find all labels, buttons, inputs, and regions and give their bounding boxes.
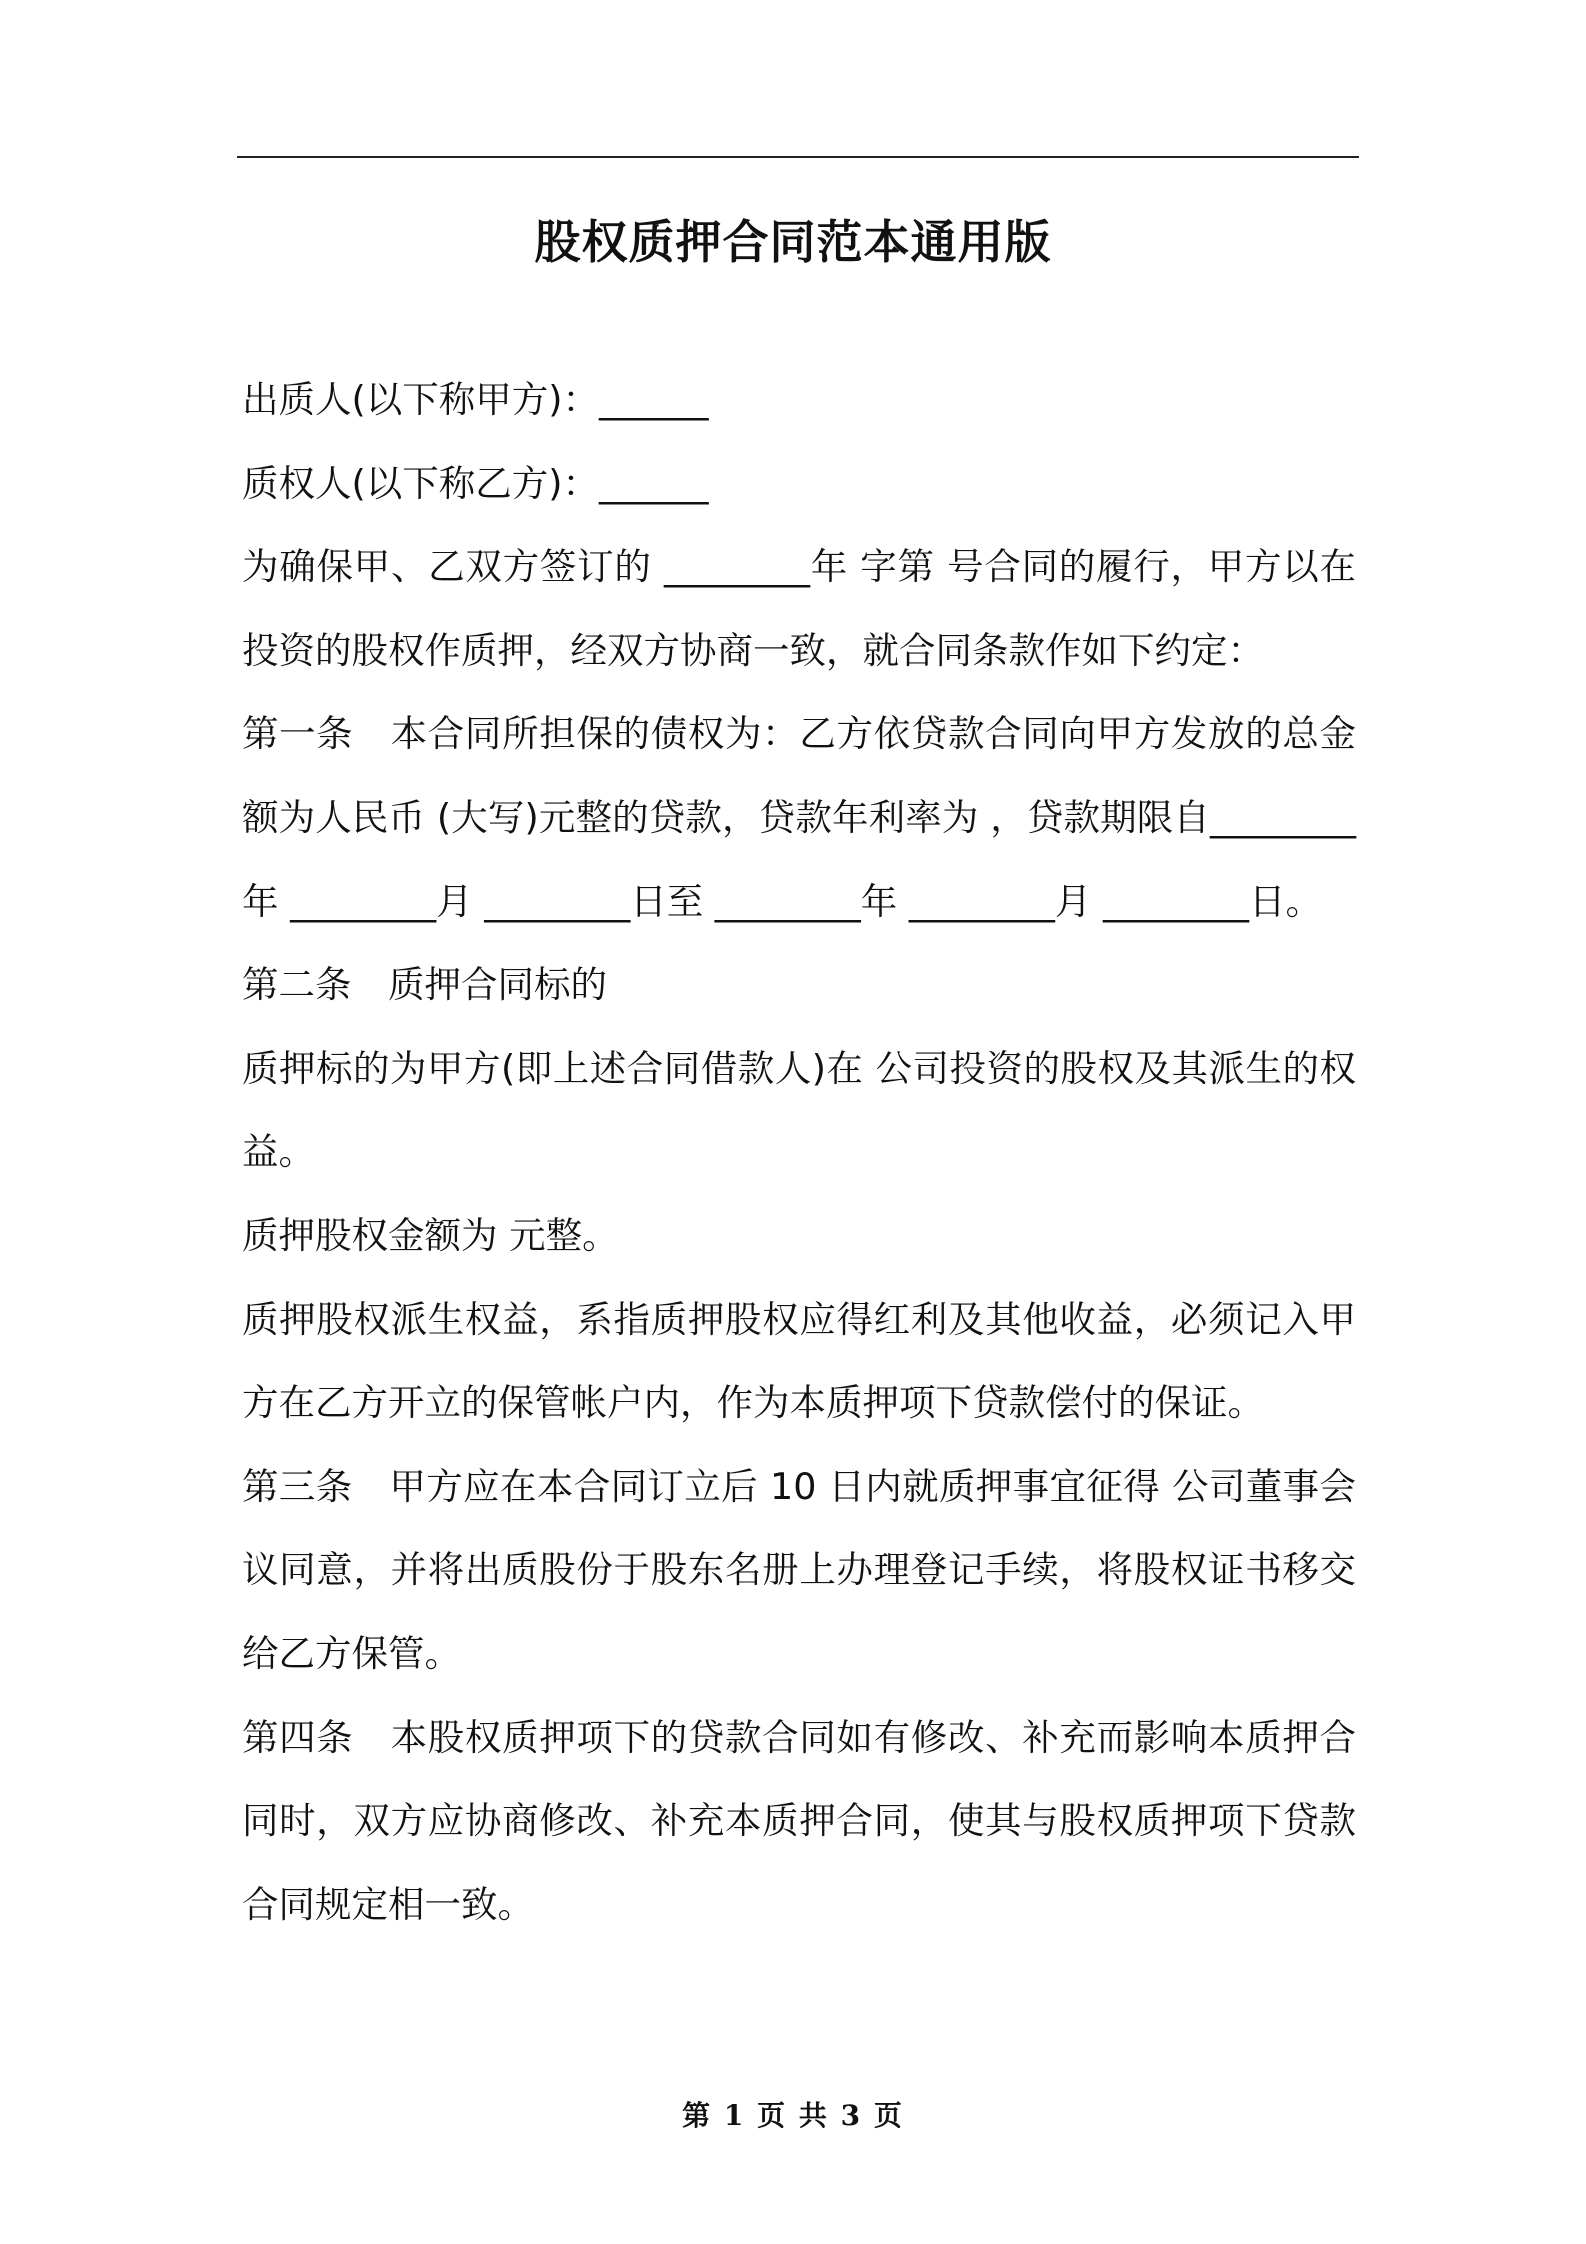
paragraph-pledge-amount: 质押股权金额为 元整。: [242, 1213, 619, 1257]
document-title: 股权质押合同范本通用版: [534, 215, 1052, 269]
paragraph-pledgor: 出质人(以下称甲方)：______: [242, 378, 709, 421]
paragraph-pledgee: 质权人(以下称乙方)：______: [242, 461, 709, 505]
header-rule: [237, 156, 1359, 158]
paragraph-pledge-subject: 质押标的为甲方(即上述合同借款人)在 公司投资的股权及其派生的权益。: [242, 1046, 1356, 1174]
paragraph-preamble: 为确保甲、乙双方签订的 ________年 字第 号合同的履行，甲方以在 投资的股权作质押，经双方协商一致，就合同条款作如下约定：: [242, 545, 1356, 672]
paragraph-article-4: 第四条 本股权质押项下的贷款合同如有修改、补充而影响本质押合同时，双方应协商修改、补充本质押合同，使其与股权质押项下贷款合同规定相一致。: [242, 1715, 1356, 1926]
page-number-footer: 第 1 页 共 3 页: [682, 2099, 904, 2132]
paragraph-article-2-heading: 第二条 质押合同标的: [242, 963, 607, 1007]
paragraph-derived-rights: 质押股权派生权益，系指质押股权应得红利及其他收益，必须记入甲方在乙方开立的保管帐户内，作为本质押项下贷款偿付的保证。: [242, 1297, 1356, 1425]
document-body: [242, 358, 1356, 1946]
paragraph-article-1: 第一条 本合同所担保的债权为：乙方依贷款合同向甲方发放的总金额为人民币 (大写)元整的贷款，贷款年利率为 ，贷款期限自________年 ________月 ________日至 ________年 ________月 ________日。: [242, 712, 1356, 923]
paragraph-article-3: 第三条 甲方应在本合同订立后 10 日内就质押事宜征得 公司董事会议同意，并将出质股份于股东名册上办理登记手续，将股权证书移交给乙方保管。: [242, 1464, 1356, 1675]
